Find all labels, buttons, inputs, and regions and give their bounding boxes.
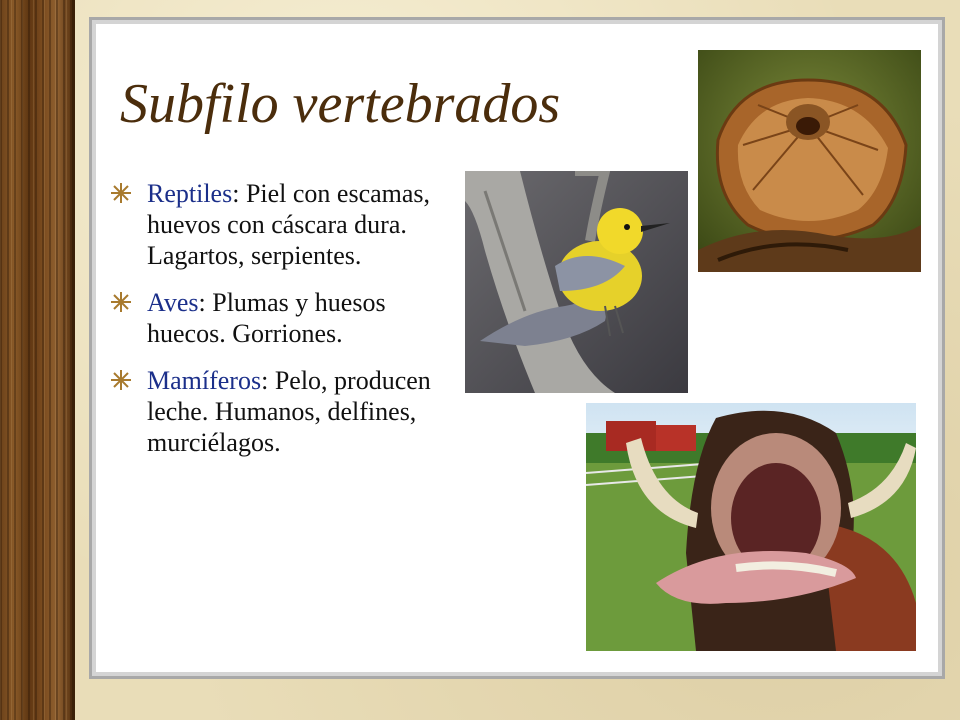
bullet-star-icon — [110, 291, 132, 313]
bullet-term: Reptiles — [147, 179, 233, 208]
bullet-star-icon — [110, 369, 132, 391]
bullet-reptiles — [110, 178, 450, 271]
frilled-lizard-photo — [698, 50, 921, 272]
bullet-text: : Pelo, producen leche. Humanos, delfines, murciélagos. — [147, 366, 431, 457]
bullet-term: Aves — [147, 288, 199, 317]
bullet-term: Mamíferos — [147, 366, 262, 395]
cow-tongue-photo — [586, 403, 916, 651]
wood-border-decoration — [0, 0, 75, 720]
bullet-text: : Plumas y huesos huecos. Gorriones. — [147, 288, 386, 348]
bullet-list — [110, 178, 450, 474]
slide-title: Subfilo vertebrados — [120, 73, 561, 135]
bullet-text: : Piel con escamas, huevos con cáscara dura. Lagartos, serpientes. — [147, 179, 431, 270]
bullet-aves — [110, 287, 450, 349]
bullet-mamiferos — [110, 365, 450, 458]
bullet-star-icon — [110, 182, 132, 204]
yellow-warbler-photo — [465, 171, 688, 393]
